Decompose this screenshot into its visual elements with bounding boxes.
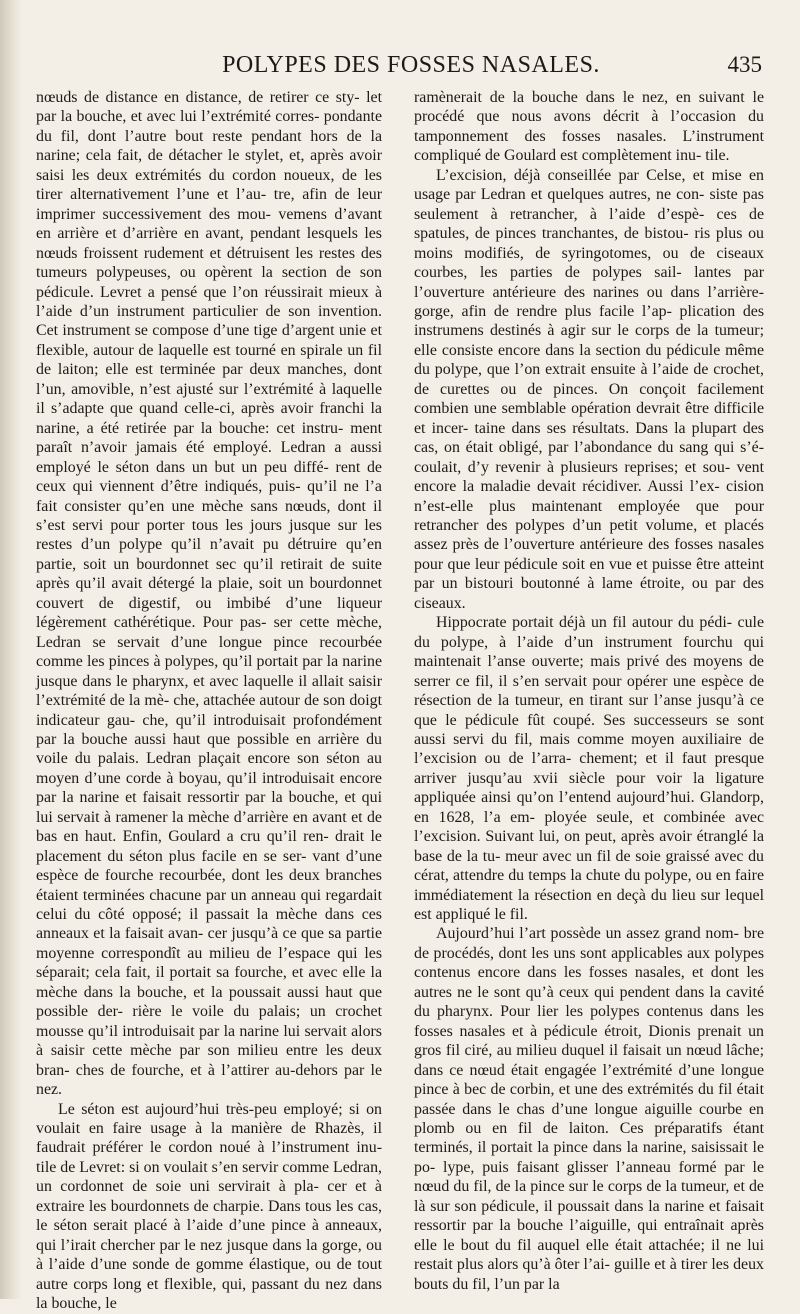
paragraph: nœuds de distance en distance, de retirer ce sty- let par la bouche, et avec lui l’extrémité corres- pondante du fil, dont l’autre bout reste pendant hors de la narine; cela fait, de détacher le stylet, et, après avoir saisi les deux extrémités du cordon noueux, de les tirer alternativement l’une et l’au- tre, afin de leur imprimer successivement des mou- vemens d’avant en arrière et d’arrière en avant, pendant lesquels les nœuds froissent rudement et détruisent les restes des tumeurs polypeuses, ou opèrent la section de son pédicule. Levret a pensé que l’on réussirait mieux à l’aide d’un instrument particulier de son invention. Cet instrument se compose d’une tige d’argent unie et flexible, autour de laquelle est tourné en spirale un fil de laiton; elle est terminée par deux manches, dont l’un, amovible, n’est ajusté sur l’extrémité à laquelle il s’adapte que quand celle-ci, après avoir franchi la narine, a été retirée par la bouche: cet instru- ment paraît n’avoir jamais été employé. Ledran a aussi employé le séton dans un but un peu diffé- rent de ceux qui viennent d’être indiqués, puis- qu’il ne l’a fait consister qu’en une mèche sans nœuds, dont il s’est servi pour porter tous les jours jusque sur les restes d’un polype qu’il n’avait pu détruire qu’en partie, soit un bourdonnet sec qu’il retirait de suite après qu’il avait détergé la plaie, soit un bourdonnet couvert de digestif, ou imbibé d’une liqueur légèrement cathérétique. Pour pas- ser cette mèche, Ledran se servait d’une longue pince recourbée comme les pinces à polypes, qu’il portait par la narine jusque dans le pharynx, et avec laquelle il allait saisir l’extrémité de la mè- che, attachée autour de son doigt indicateur gau- che, qu’il introduisait profondément par la bouche aussi haut que possible en arrière du voile du palais. Ledran plaçait encore son séton au moyen d’une corde à boyau, qu’il introduisait encore par la narine et faisait ressortir par la bouche, et qui lui servait à ramener la mèche d’arrière en avant et de bas en haut. Enfin, Goulard a cru qu’il ren- drait le placement du séton plus facile en se ser- vant d’une espèce de fourche recourbée, dont les deux branches étaient terminées chacune par un anneau qui regardait celui du côté opposé; il passait la mèche dans ces anneaux et la faisait avan- cer jusqu’à ce que sa partie moyenne correspondît au milieu de l’espace qui les séparait; cela fait, il portait sa fourche, et avec elle la mèche dans la bouche, et la poussait aussi haut que possible der- rière le voile du palais; un crochet mousse qu’il introduisait par la narine lui servait alors à saisir cette mèche par son milieu entre les deux bran- ches de fourche, et à l’attirer au-dehors par le nez.: [36, 89, 382, 1099]
paragraph: ramènerait de la bouche dans le nez, en suivant le procédé que nous avons décrit à l’occasion du tamponnement des fosses nasales. L’instrument compliqué de Goulard est complètement inu- tile.: [414, 89, 764, 165]
running-title: POLYPES DES FOSSES NASALES.: [222, 52, 600, 78]
paragraph: Le séton est aujourd’hui très-peu employé; si on voulait en faire usage à la manière de Rhazès, il faudrait préférer le cordon noué à l’instrument inu- tile de Levret: si on voulait s’en servir comme Ledran, un cordonnet de soie uni servirait à pla- cer et à extraire les bourdonnets de charpie. Dans tous les cas, le séton serait placé à l’aide d’une pince à anneaux, qui l’irait chercher par le nez jusque dans la gorge, ou à l’aide d’une sonde de gomme élastique, ou de tout autre corps long et flexible, qui, passant du nez dans la bouche, le: [36, 1100, 382, 1313]
left-column: [36, 88, 382, 1314]
paragraph: L’excision, déjà conseillée par Celse, et mise en usage par Ledran et quelques autres, ne con- siste pas seulement à retrancher, à l’aide d’espè- ces de spatules, de pinces tranchantes, de bistou- ris plus ou moins modifiés, de syringotomes, ou de ciseaux courbes, les parties de polypes sail- lantes par l’ouverture antérieure des narines ou dans l’arrière-gorge, afin de rendre plus facile l’ap- plication des instrumens destinés à agir sur le corps de la tumeur; elle consiste encore dans la section du pédicule même du polype, que l’on extrait ensuite à l’aide de crochet, de curettes ou de pinces. On conçoit facilement combien une semblable opération devrait être difficile et incer- taine dans ses résultats. Dans la plupart des cas, on était obligé, par l’abondance du sang qui s’é- coulait, d’y revenir à plusieurs reprises; et sou- vent encore la maladie devait récidiver. Aussi l’ex- cision n’est-elle plus maintenant employée que pour retrancher des polypes d’un petit volume, et placés assez près de l’ouverture antérieure des fosses nasales pour que leur pédicule soit en vue et puisse être atteint par un bistouri boutonné à lame étroite, ou par des ciseaux.: [414, 166, 764, 612]
page-number: 435: [727, 52, 762, 77]
right-column: [414, 88, 764, 1294]
page-header: [60, 52, 762, 84]
binding-gutter: [0, 0, 22, 1299]
paragraph: Aujourd’hui l’art possède un assez grand nom- bre de procédés, dont les uns sont applicables aux polypes contenus encore dans les fosses nasales, et dont les autres ne le sont qu’à ceux qui pendent dans la cavité du pharynx. Pour lier les polypes contenus dans les fosses nasales et à pédicule étroit, Dionis prenait un gros fil ciré, au milieu duquel il faisait un nœud lâche; dans ce nœud était engagée l’extrémité d’une longue pince à bec de corbin, et une des extrémités du fil était passée dans le chas d’une longue aiguille courbe en plomb ou en fil de laiton. Ces préparatifs étant terminés, il portait la pince dans la narine, saisissait le po- lype, puis faisant glisser l’anneau formé par le nœud du fil, de la pince sur le corps de la tumeur, et de là sur son pédicule, il poussait dans la narine et faisait ressortir par la bouche l’aiguille, qui entraînait après elle le bout du fil auquel elle était attachée; il ne lui restait plus alors qu’à ôter l’ai- guille et à tirer les deux bouts du fil, l’un par la: [414, 925, 764, 1293]
paragraph: Hippocrate portait déjà un fil autour du pédi- cule du polype, à l’aide d’un instrument fourchu qui maintenait l’anse ouverte; mais privé des moyens de serrer ce fil, il s’en servait pour opérer une espèce de résection de la tumeur, en tirant sur l’anse jusqu’à ce que le pédicule fût coupé. Ses successeurs se sont aussi servi du fil, mais comme moyen auxiliaire de l’excision ou de l’arra- chement; et il faut presque arriver jusqu’au xvii siècle pour voir la ligature appliquée ainsi qu’on l’entend aujourd’hui. Glandorp, en 1628, l’a em- ployée seule, et combinée avec l’excision. Suivant lui, on peut, après avoir étranglé la base de la tu- meur avec un fil de soie graissé avec du cérat, attendre du temps la chute du polype, ou en faire immédiatement la résection en deçà du lieu sur lequel est appliqué le fil.: [414, 614, 764, 924]
